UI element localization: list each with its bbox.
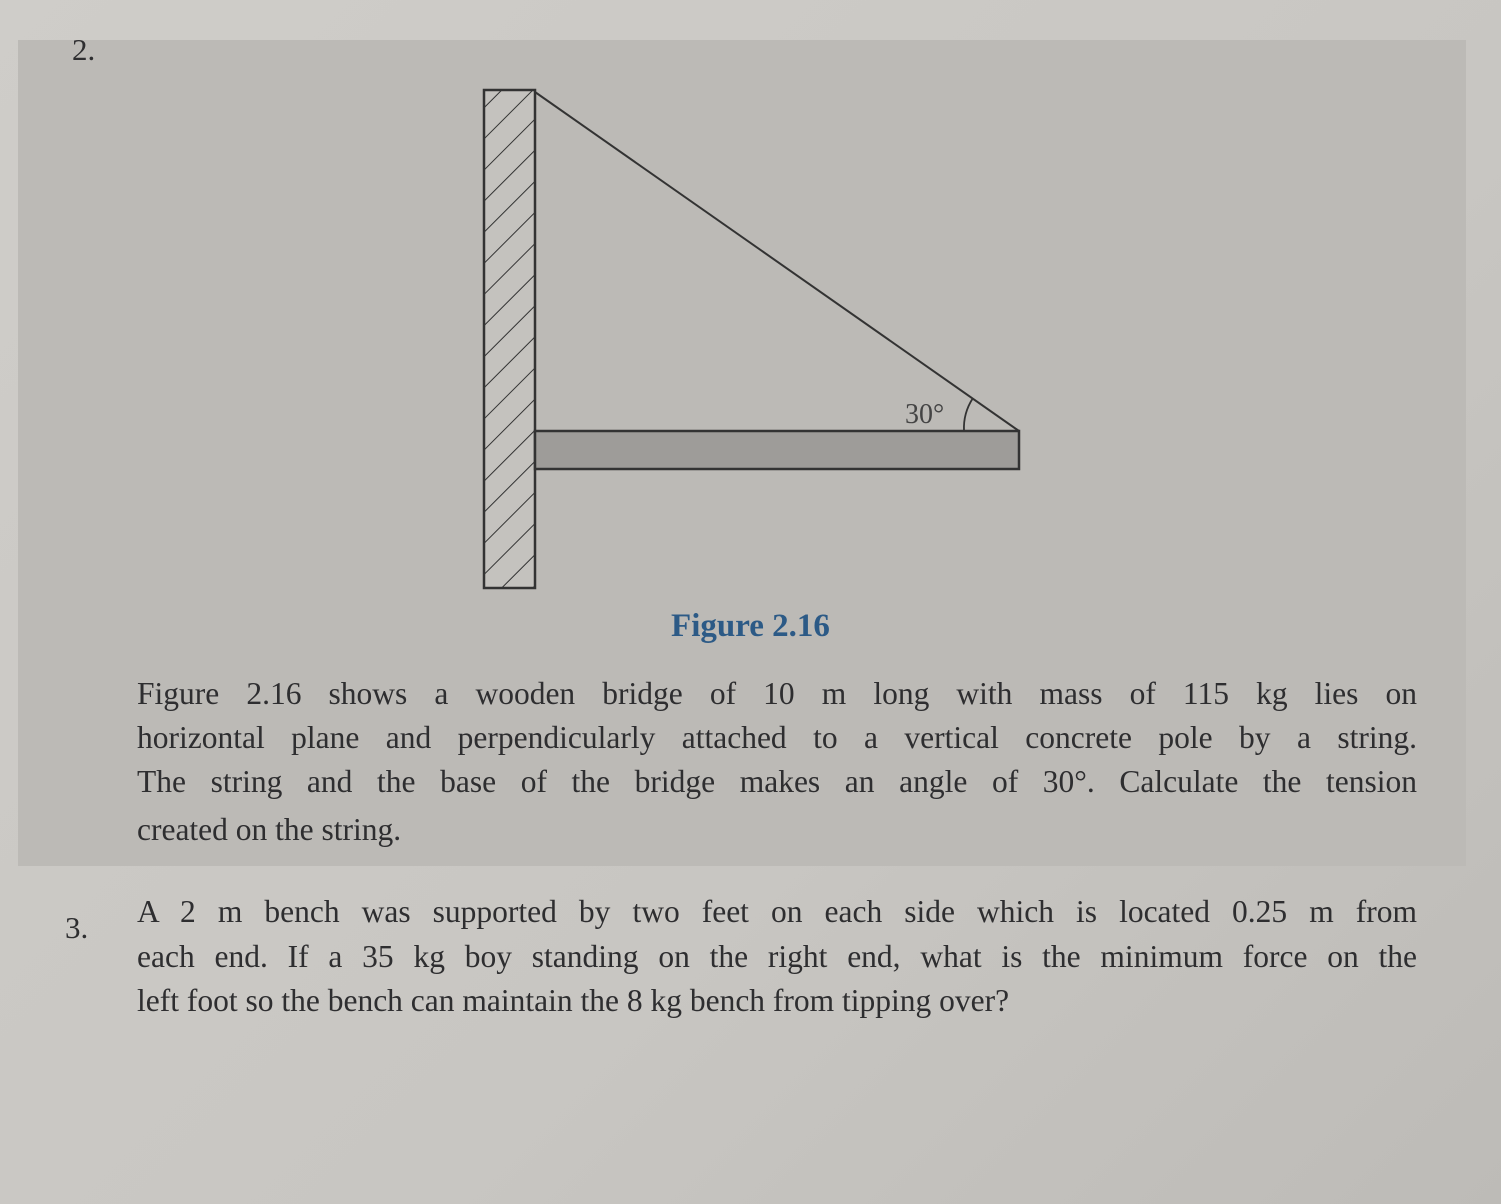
q2-text-line: Figure 2.16 shows a wooden bridge of 10 m long with mass of 115 kg lies on — [137, 676, 1417, 711]
question-2-number: 2. — [72, 32, 96, 67]
q2-text-line: created on the string. — [137, 812, 402, 847]
string — [535, 92, 1019, 431]
angle-arc — [964, 398, 973, 431]
q3-text-line: A 2 m bench was supported by two feet on each side which is located 0.25 m from — [137, 894, 1417, 929]
q2-text-line: The string and the base of the bridge makes an angle of 30°. Calculate the tension — [137, 764, 1417, 799]
q3-text-line: each end. If a 35 kg boy standing on the right end, what is the minimum force on the — [137, 939, 1417, 974]
q3-text-line: left foot so the bench can maintain the 8 kg bench from tipping over? — [137, 983, 1010, 1018]
wooden-bridge — [535, 431, 1019, 469]
q2-text-line: horizontal plane and perpendicularly attached to a vertical concrete pole by a string. — [137, 720, 1417, 755]
question-3-number: 3. — [65, 910, 89, 945]
angle-label: 30° — [905, 399, 945, 430]
concrete-pole — [484, 90, 535, 588]
figure-caption: Figure 2.16 — [671, 608, 830, 644]
